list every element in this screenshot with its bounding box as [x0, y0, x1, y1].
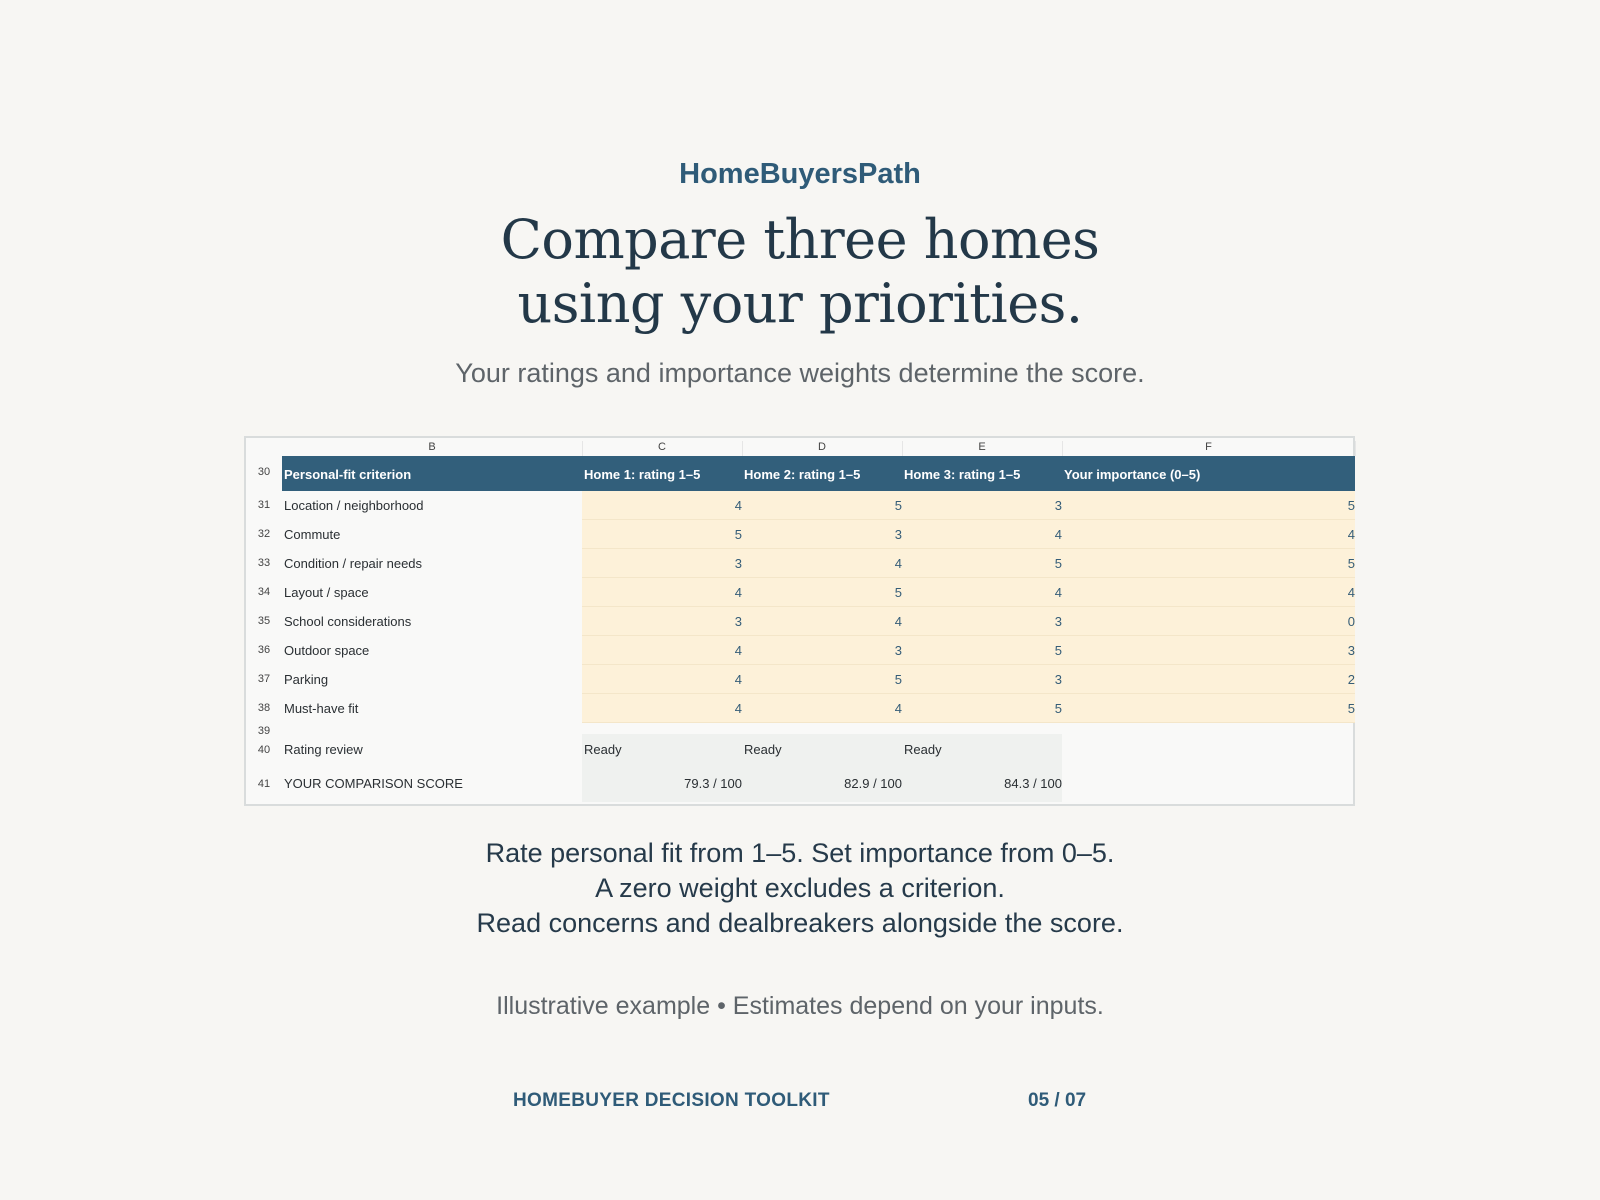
row-number[interactable]: 38	[257, 702, 271, 714]
importance-weight-cell[interactable]: 0	[1062, 607, 1355, 636]
home-2-rating-cell[interactable]: 4	[742, 549, 902, 578]
importance-weight-cell[interactable]: 2	[1062, 665, 1355, 694]
header-home-2[interactable]: Home 2: rating 1–5	[744, 467, 861, 482]
importance-weight-cell[interactable]: 4	[1062, 578, 1355, 607]
importance-weight-cell[interactable]: 5	[1062, 549, 1355, 578]
brand-name: HomeBuyersPath	[679, 158, 921, 190]
criterion-label[interactable]: Outdoor space	[284, 643, 370, 658]
importance-weight-cell[interactable]: 3	[1062, 636, 1355, 665]
home-1-rating-cell[interactable]: 3	[582, 607, 742, 636]
disclaimer: Illustrative example • Estimates depend on your inputs.	[496, 992, 1104, 1020]
home-1-rating-cell[interactable]: 5	[582, 520, 742, 549]
instructions	[0, 836, 1600, 941]
home-1-rating-cell[interactable]: 4	[582, 491, 742, 520]
home-1-rating-cell[interactable]: 4	[582, 694, 742, 723]
home-2-rating-cell[interactable]: 3	[742, 520, 902, 549]
page-indicator: 05 / 07	[1028, 1090, 1087, 1111]
home-3-review-cell[interactable]: Ready	[902, 734, 1062, 768]
row-number[interactable]: 40	[257, 744, 271, 756]
column-letter-b[interactable]: B	[282, 441, 583, 456]
row-number[interactable]: 32	[257, 528, 271, 540]
importance-weight-cell[interactable]: 4	[1062, 520, 1355, 549]
header-criterion[interactable]: Personal-fit criterion	[284, 467, 412, 482]
header-row	[282, 456, 1355, 491]
instruction-line-2: A zero weight excludes a criterion.	[595, 873, 1005, 903]
column-letter-d[interactable]: D	[742, 441, 903, 456]
home-2-rating-cell[interactable]: 4	[742, 607, 902, 636]
importance-weight-cell[interactable]: 5	[1062, 491, 1355, 520]
home-3-rating-cell[interactable]: 4	[902, 520, 1062, 549]
page-subtitle: Your ratings and importance weights determine the score.	[455, 358, 1145, 388]
row-number[interactable]: 30	[257, 466, 271, 478]
criterion-row	[282, 665, 1355, 694]
home-3-rating-cell[interactable]: 5	[902, 549, 1062, 578]
home-2-score-cell[interactable]: 82.9 / 100	[742, 768, 902, 802]
home-1-rating-cell[interactable]: 4	[582, 665, 742, 694]
spreadsheet	[244, 436, 1355, 806]
home-3-rating-cell[interactable]: 5	[902, 636, 1062, 665]
home-2-rating-cell[interactable]: 5	[742, 491, 902, 520]
rating-review-row	[282, 734, 1355, 768]
column-letter-c[interactable]: C	[582, 441, 743, 456]
criterion-row	[282, 607, 1355, 636]
home-2-review-cell[interactable]: Ready	[742, 734, 902, 768]
instruction-line-3: Read concerns and dealbreakers alongside the score.	[476, 908, 1124, 938]
rating-review-label[interactable]: Rating review	[284, 742, 363, 757]
home-2-rating-cell[interactable]: 5	[742, 665, 902, 694]
headline-line-1: Compare three homes	[500, 208, 1100, 271]
row-number[interactable]: 37	[257, 673, 271, 685]
criterion-label[interactable]: Must-have fit	[284, 701, 359, 716]
criterion-row	[282, 578, 1355, 607]
column-letter-f[interactable]: F	[1062, 441, 1356, 456]
criterion-row	[282, 549, 1355, 578]
home-2-rating-cell[interactable]: 3	[742, 636, 902, 665]
comparison-score-label[interactable]: YOUR COMPARISON SCORE	[284, 776, 463, 791]
row-number[interactable]: 39	[257, 725, 271, 737]
footer-title: HOMEBUYER DECISION TOOLKIT	[513, 1090, 830, 1111]
row-number[interactable]: 35	[257, 615, 271, 627]
header-home-3[interactable]: Home 3: rating 1–5	[904, 467, 1021, 482]
column-letter-e[interactable]: E	[902, 441, 1063, 456]
home-3-rating-cell[interactable]: 4	[902, 578, 1062, 607]
home-3-rating-cell[interactable]: 3	[902, 607, 1062, 636]
criterion-label[interactable]: School considerations	[284, 614, 412, 629]
criterion-row	[282, 636, 1355, 665]
home-3-rating-cell[interactable]: 3	[902, 665, 1062, 694]
row-number[interactable]: 41	[257, 778, 271, 790]
row-number[interactable]: 31	[257, 499, 271, 511]
criterion-label[interactable]: Parking	[284, 672, 329, 687]
home-1-score-cell[interactable]: 79.3 / 100	[582, 768, 742, 802]
home-1-rating-cell[interactable]: 4	[582, 636, 742, 665]
page-headline	[0, 208, 1600, 336]
home-1-rating-cell[interactable]: 3	[582, 549, 742, 578]
home-3-rating-cell[interactable]: 3	[902, 491, 1062, 520]
row-number[interactable]: 36	[257, 644, 271, 656]
row-number[interactable]: 34	[257, 586, 271, 598]
criterion-row	[282, 694, 1355, 723]
criterion-label[interactable]: Layout / space	[284, 585, 369, 600]
home-1-rating-cell[interactable]: 4	[582, 578, 742, 607]
criterion-label[interactable]: Location / neighborhood	[284, 498, 424, 513]
criterion-label[interactable]: Condition / repair needs	[284, 556, 423, 571]
headline-line-2: using your priorities.	[517, 272, 1083, 335]
home-3-score-cell[interactable]: 84.3 / 100	[902, 768, 1062, 802]
importance-weight-cell[interactable]: 5	[1062, 694, 1355, 723]
header-home-1[interactable]: Home 1: rating 1–5	[584, 467, 701, 482]
criterion-row	[282, 491, 1355, 520]
column-letter-bar	[282, 438, 1355, 456]
home-1-review-cell[interactable]: Ready	[582, 734, 742, 768]
row-number[interactable]: 33	[257, 557, 271, 569]
instruction-line-1: Rate personal fit from 1–5. Set importance from 0–5.	[485, 838, 1115, 868]
criterion-label[interactable]: Commute	[284, 527, 341, 542]
home-3-rating-cell[interactable]: 5	[902, 694, 1062, 723]
comparison-score-row	[282, 768, 1355, 802]
home-2-rating-cell[interactable]: 4	[742, 694, 902, 723]
criterion-row	[282, 520, 1355, 549]
home-2-rating-cell[interactable]: 5	[742, 578, 902, 607]
header-importance[interactable]: Your importance (0–5)	[1064, 467, 1201, 482]
